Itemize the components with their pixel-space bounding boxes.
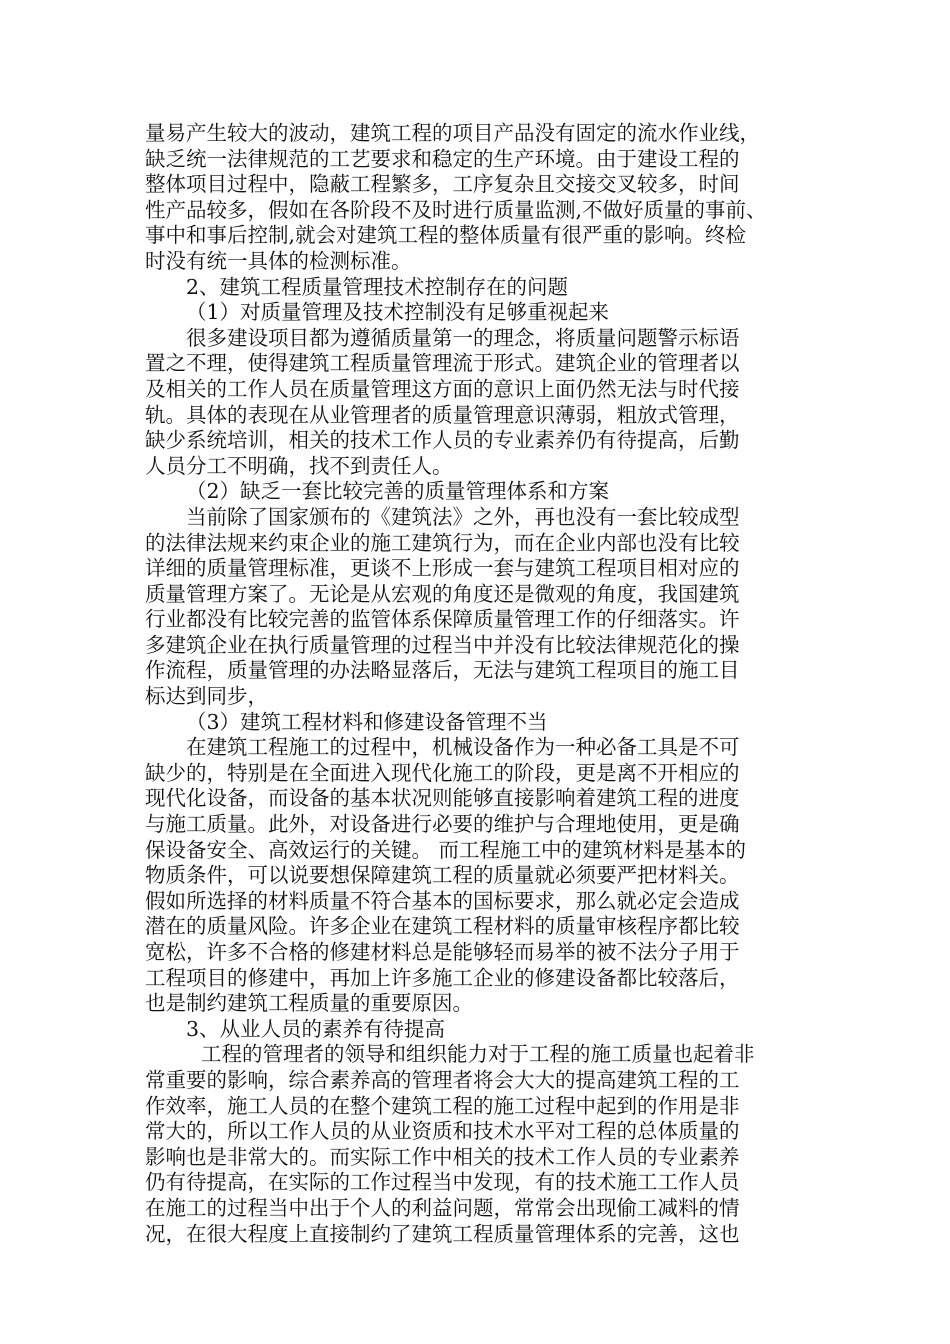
- text-line: 事中和事后控制,就会对建筑工程的整体质量有很严重的影响。终检: [145, 223, 747, 248]
- text-line: 性产品较多，假如在各阶段不及时进行质量监测,不做好质量的事前、: [145, 197, 767, 222]
- text-line: 作效率，施工人员的在整个建筑工程的施工过程中起到的作用是非: [145, 1093, 740, 1118]
- text-line: 仍有待提高，在实际的工作过程当中发现，有的技术施工工作人员: [145, 1170, 740, 1195]
- text-line: （2）缺乏一套比较完善的质量管理体系和方案: [186, 479, 610, 504]
- document-body: [145, 121, 805, 1247]
- text-line: 2、建筑工程质量管理技术控制存在的问题: [186, 274, 569, 299]
- text-line: 缺少的，特别是在全面进入现代化施工的阶段，更是离不开相应的: [145, 760, 740, 785]
- text-line: 标达到同步，: [145, 684, 268, 709]
- text-line: 当前除了国家颁布的《建筑法》之外，再也没有一套比较成型: [186, 504, 740, 529]
- text-line: 质量管理方案了。无论是从宏观的角度还是微观的角度，我国建筑: [145, 581, 740, 606]
- text-line: 整体项目过程中，隐蔽工程繁多，工序复杂且交接交叉较多，时间: [145, 172, 740, 197]
- text-line: 3、从业人员的素养有待提高: [186, 1016, 446, 1041]
- text-line: 及相关的工作人员在质量管理这方面的意识上面仍然无法与时代接: [145, 376, 740, 401]
- text-line: 在施工的过程当中出于个人的利益问题，常常会出现偷工减料的情: [145, 1195, 740, 1220]
- text-line: 常大的，所以工作人员的从业资质和技术水平对工程的总体质量的: [145, 1119, 740, 1144]
- text-line: 缺少系统培训，相关的技术工作人员的专业素养仍有待提高，后勤: [145, 428, 740, 453]
- text-line: 详细的质量管理标准，更谈不上形成一套与建筑工程项目相对应的: [145, 556, 740, 581]
- text-line: 常重要的影响，综合素养高的管理者将会大大的提高建筑工程的工: [145, 1067, 740, 1092]
- text-line: （1）对质量管理及技术控制没有足够重视起来: [186, 300, 610, 325]
- text-line: 物质条件，可以说要想保障建筑工程的质量就必须要严把材料关。: [145, 863, 740, 888]
- text-line: 行业都没有比较完善的监管体系保障质量管理工作的仔细落实。许: [145, 607, 740, 632]
- text-line: 潜在的质量风险。许多企业在建筑工程材料的质量审核程序都比较: [145, 914, 740, 939]
- document-page: [145, 121, 805, 1247]
- text-line: （3）建筑工程材料和修建设备管理不当: [186, 709, 548, 734]
- text-line: 轨。具体的表现在从业管理者的质量管理意识薄弱，粗放式管理，: [145, 402, 740, 427]
- text-line: 况，在很大程度上直接制约了建筑工程质量管理体系的完善，这也: [145, 1221, 740, 1246]
- text-line: 的法律法规来约束企业的施工建筑行为，而在企业内部也没有比较: [145, 530, 740, 555]
- text-line: 在建筑工程施工的过程中，机械设备作为一种必备工具是不可: [186, 735, 740, 760]
- text-line: 工程的管理者的领导和组织能力对于工程的施工质量也起着非: [201, 1042, 755, 1067]
- text-line: 缺乏统一法律规范的工艺要求和稳定的生产环境。由于建设工程的: [145, 146, 740, 171]
- text-line: 假如所选择的材料质量不符合基本的国标要求，那么就必定会造成: [145, 888, 740, 913]
- text-line: 人员分工不明确，找不到责任人。: [145, 453, 453, 478]
- text-line: 时没有统一具体的检测标准。: [145, 248, 412, 273]
- text-line: 宽松，许多不合格的修建材料总是能够轻而易举的被不法分子用于: [145, 940, 740, 964]
- text-line: 量易产生较大的波动，建筑工程的项目产品没有固定的流水作业线，: [145, 121, 760, 145]
- text-line: 影响也是非常大的。而实际工作中相关的技术工作人员的专业素养: [145, 1144, 740, 1169]
- text-line: 置之不理，使得建筑工程质量管理流于形式。建筑企业的管理者以: [145, 351, 740, 376]
- text-line: 现代化设备，而设备的基本状况则能够直接影响着建筑工程的进度: [145, 786, 740, 811]
- text-line: 多建筑企业在执行质量管理的过程当中并没有比较法律规范化的操: [145, 632, 740, 657]
- text-line: 很多建设项目都为遵循质量第一的理念，将质量问题警示标语: [186, 325, 740, 350]
- text-line: 作流程，质量管理的办法略显落后，无法与建筑工程项目的施工目: [145, 658, 740, 683]
- text-line: 工程项目的修建中，再加上许多施工企业的修建设备都比较落后，: [145, 965, 740, 990]
- text-line: 也是制约建筑工程质量的重要原因。: [145, 991, 473, 1016]
- text-line: 保设备安全、高效运行的关键。 而工程施工中的建筑材料是基本的: [145, 837, 747, 862]
- text-line: 与施工质量。此外，对设备进行必要的维护与合理地使用，更是确: [145, 812, 740, 837]
